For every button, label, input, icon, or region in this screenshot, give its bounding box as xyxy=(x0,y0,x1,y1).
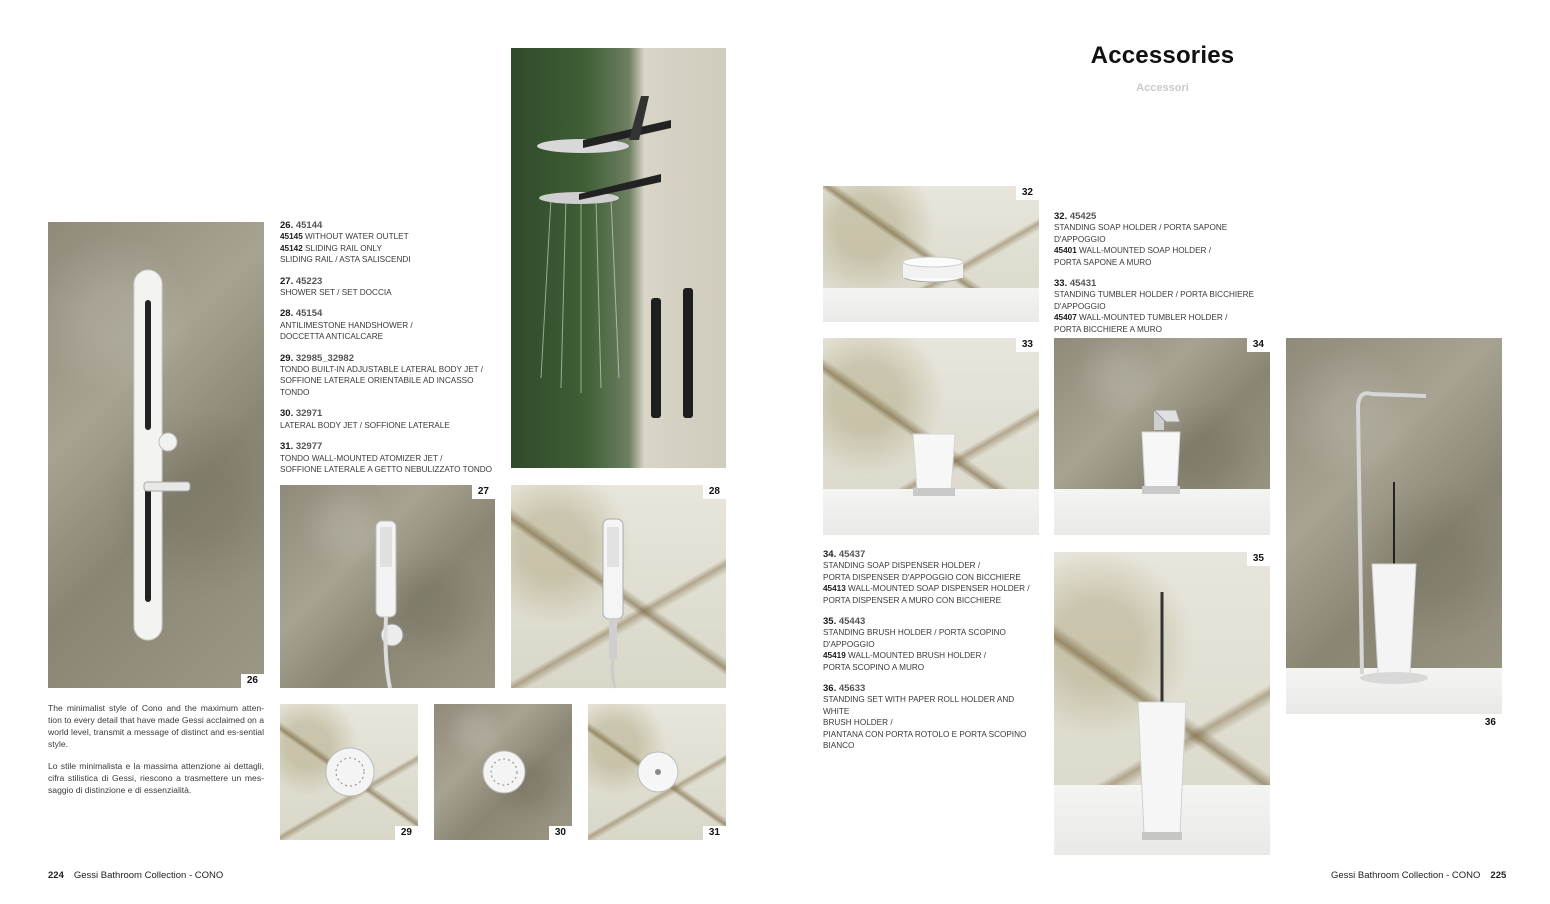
item-number: 33. xyxy=(1054,278,1068,290)
photo-34-soap-dispenser xyxy=(1054,338,1270,535)
item-desc: PORTA DISPENSER A MURO CON BICCHIERE xyxy=(823,595,1002,605)
item-31 xyxy=(280,441,505,475)
soap-holder-illustration xyxy=(823,186,1039,322)
item-code: 45223 xyxy=(295,275,323,287)
item-desc: PIANTANA CON PORTA ROTOLO E PORTA SCOPINO xyxy=(823,729,1027,739)
photo-label-32: 32 xyxy=(1016,186,1039,200)
item-subcode: 45419 xyxy=(823,651,846,661)
atomizer-jet-icon xyxy=(588,704,726,840)
shower-set-illustration xyxy=(280,485,495,688)
left-footer xyxy=(48,870,223,881)
item-desc: SOFFIONE LATERALE A GETTO NEBULIZZATO TONDO xyxy=(280,464,493,474)
photo-31-atomizer-jet xyxy=(588,704,726,840)
item-desc: TONDO WALL-MOUNTED ATOMIZER JET / xyxy=(280,453,443,463)
photo-label-29: 29 xyxy=(395,826,418,840)
lateral-jet-icon xyxy=(434,704,572,840)
photo-label-30: 30 xyxy=(549,826,572,840)
item-desc: WALL-MOUNTED BRUSH HOLDER / xyxy=(845,651,987,661)
photo-33-tumbler-holder xyxy=(823,338,1039,535)
photo-27-shower-set xyxy=(280,485,495,688)
item-29 xyxy=(280,353,505,399)
item-number: 32. xyxy=(1054,211,1068,222)
photo-30-lateral-jet xyxy=(434,704,572,840)
item-desc: LATERAL BODY JET / SOFFIONE LATERALE xyxy=(280,420,450,430)
item-34 xyxy=(823,549,1039,606)
item-desc: WALL-MOUNTED SOAP DISPENSER HOLDER / xyxy=(845,584,1030,594)
item-desc: ANTILIMESTONE HANDSHOWER / xyxy=(280,320,413,330)
item-number: 34. xyxy=(823,549,837,560)
photo-label-33: 33 xyxy=(1016,338,1039,352)
soap-dispenser-illustration xyxy=(1054,338,1270,535)
item-desc: PORTA SCOPINO A MURO xyxy=(823,662,925,672)
item-code: 45425 xyxy=(1069,211,1097,222)
item-number: 31. xyxy=(280,441,294,453)
item-code: 32977 xyxy=(295,441,323,453)
item-desc: SHOWER SET / SET DOCCIA xyxy=(280,288,392,298)
page-subtitle: Accessori xyxy=(1136,82,1189,94)
item-desc: D'APPOGGIO xyxy=(1054,301,1106,311)
photo-label-31: 31 xyxy=(703,826,726,840)
item-subcode: 45145 xyxy=(280,232,303,242)
footer-text-right: Gessi Bathroom Collection - CONO xyxy=(1331,870,1481,881)
item-36 xyxy=(823,683,1039,751)
item-code: 45154 xyxy=(295,308,323,320)
photo-29-body-jet xyxy=(280,704,418,840)
item-code: 45633 xyxy=(838,683,866,695)
photo-35-brush-holder xyxy=(1054,552,1270,855)
intro-english: The minimalist style of Cono and the maximum atten-tion to every detail that have made Gessi acclaimed on a world level, transmit a message of distinct and es-sential style. xyxy=(48,703,264,749)
item-32 xyxy=(1054,211,1279,268)
item-number: 26. xyxy=(280,220,294,231)
item-number: 27. xyxy=(280,275,294,287)
item-desc: DOCCETTA ANTICALCARE xyxy=(280,332,384,342)
intro-italian: Lo stile minimalista e la massima attenzione ai dettagli, cifra stilistica di Gessi, riescono a trasmettere un mes-saggio di distinzione e di essenzialità. xyxy=(48,761,264,795)
item-number: 29. xyxy=(280,352,294,364)
photo-label-28: 28 xyxy=(703,485,726,499)
item-28 xyxy=(280,308,505,342)
item-desc: SLIDING RAIL / ASTA SALISCENDI xyxy=(280,255,411,265)
right-footer xyxy=(1331,870,1506,881)
item-desc: PORTA BICCHIERE A MURO xyxy=(1054,324,1162,334)
item-subcode: 45407 xyxy=(1054,313,1077,323)
item-desc: WITHOUT WATER OUTLET xyxy=(302,232,409,242)
item-number: 36. xyxy=(823,683,837,695)
item-code: 45431 xyxy=(1069,278,1097,290)
item-code: 45437 xyxy=(838,549,866,560)
right-item-list-bottom xyxy=(823,549,1039,762)
item-code: 45443 xyxy=(838,616,866,628)
item-code: 32971 xyxy=(295,408,323,420)
item-desc: WALL-MOUNTED TUMBLER HOLDER / xyxy=(1076,313,1228,323)
item-desc: BIANCO xyxy=(823,741,855,751)
item-desc: WALL-MOUNTED SOAP HOLDER / xyxy=(1076,246,1211,256)
photo-28-handshower xyxy=(511,485,726,688)
handshower-illustration xyxy=(511,485,726,688)
photo-shower-panel xyxy=(511,48,726,468)
photo-32-soap-holder xyxy=(823,186,1039,322)
item-27 xyxy=(280,276,505,299)
item-desc: PORTA DISPENSER D'APPOGGIO CON BICCHIERE xyxy=(823,572,1021,582)
page-number-left: 224 xyxy=(48,870,64,881)
photo-label-34: 34 xyxy=(1247,338,1270,352)
item-code: 32985_32982 xyxy=(295,352,354,364)
item-desc: STANDING SOAP DISPENSER HOLDER / xyxy=(823,561,981,571)
photo-label-27: 27 xyxy=(472,485,495,499)
brush-holder-illustration xyxy=(1054,552,1270,855)
photo-label-26: 26 xyxy=(241,674,264,688)
item-desc: BRUSH HOLDER / xyxy=(823,718,893,728)
shower-illustration xyxy=(511,48,726,468)
item-subcode: 45401 xyxy=(1054,246,1077,256)
item-desc: D'APPOGGIO xyxy=(823,639,875,649)
item-30 xyxy=(280,408,505,431)
round-jet-icon xyxy=(280,704,418,840)
item-subcode: 45413 xyxy=(823,584,846,594)
item-subcode: 45142 xyxy=(280,243,303,253)
page-title: Accessories xyxy=(1090,42,1235,69)
item-number: 35. xyxy=(823,616,837,628)
item-desc: STANDING TUMBLER HOLDER / PORTA BICCHIERE xyxy=(1054,290,1255,300)
right-item-list-top xyxy=(1054,211,1279,345)
item-desc: STANDING SOAP HOLDER / PORTA SAPONE D'APPOGGIO xyxy=(1054,223,1228,244)
item-desc: SOFFIONE LATERALE ORIENTABILE AD INCASSO TONDO xyxy=(280,376,474,397)
item-number: 28. xyxy=(280,308,294,320)
footer-text-left: Gessi Bathroom Collection - CONO xyxy=(73,870,224,881)
item-number: 30. xyxy=(280,408,294,420)
item-desc: STANDING BRUSH HOLDER / PORTA SCOPINO xyxy=(823,628,1006,638)
sliding-rail-illustration xyxy=(48,222,264,688)
photo-label-36: 36 xyxy=(1479,716,1502,730)
page-number-right: 225 xyxy=(1490,870,1507,881)
item-35 xyxy=(823,616,1039,673)
photo-label-35: 35 xyxy=(1247,552,1270,566)
item-desc: PORTA SAPONE A MURO xyxy=(1054,257,1152,267)
item-desc: TONDO BUILT-IN ADJUSTABLE LATERAL BODY JET / xyxy=(280,365,484,375)
standing-set-illustration xyxy=(1286,338,1502,714)
tumbler-illustration xyxy=(823,338,1039,535)
item-desc: STANDING SET WITH PAPER ROLL HOLDER AND WHITE xyxy=(823,695,1015,716)
item-33 xyxy=(1054,278,1279,335)
item-desc: SLIDING RAIL ONLY xyxy=(302,243,382,253)
left-item-list xyxy=(280,220,505,485)
item-code: 45144 xyxy=(295,220,323,231)
photo-26-sliding-rail xyxy=(48,222,264,688)
photo-36-standing-set xyxy=(1286,338,1502,728)
intro-text xyxy=(48,702,264,806)
item-26 xyxy=(280,220,505,266)
